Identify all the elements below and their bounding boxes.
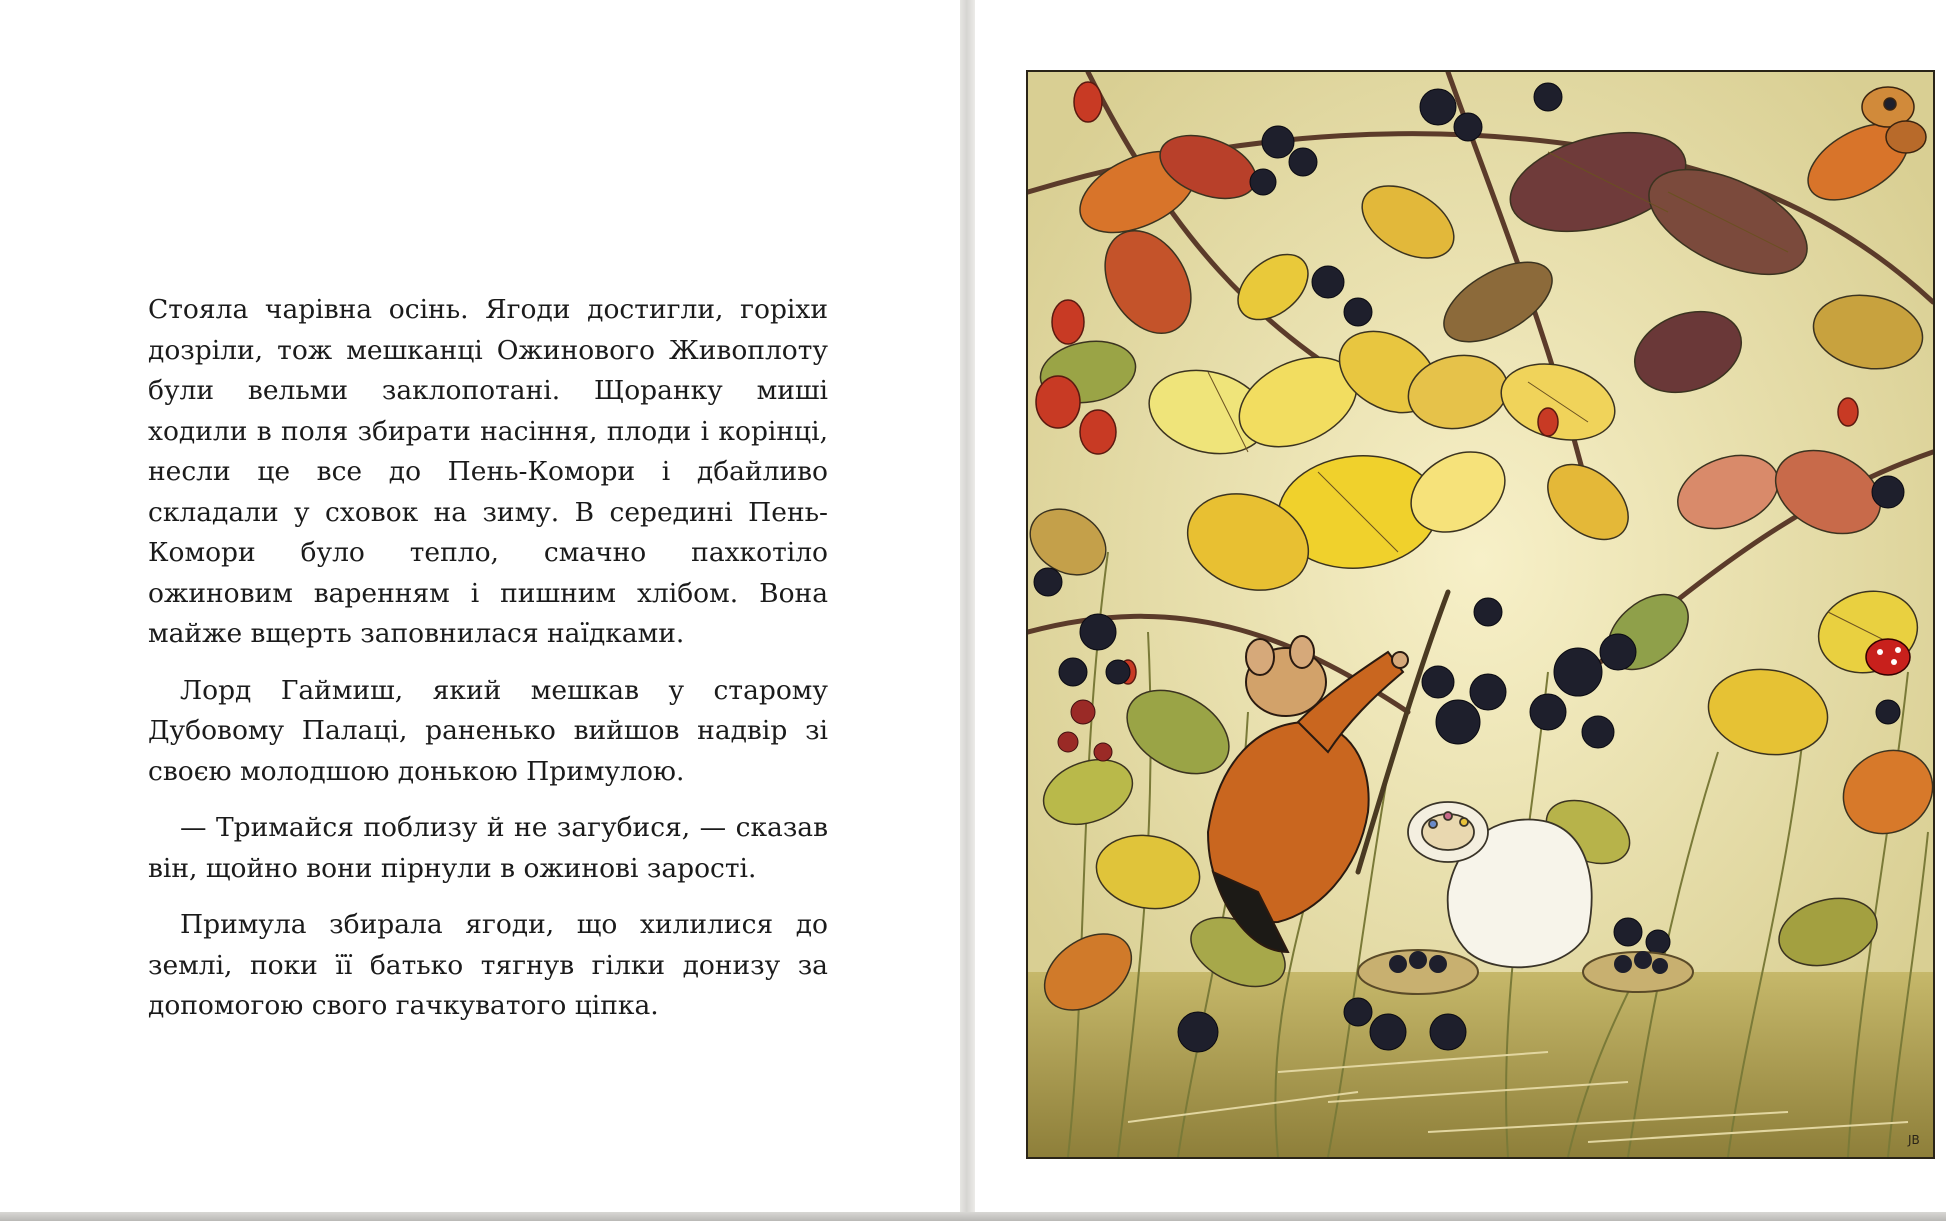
paragraph-3: — Тримайся поблизу й не загубися, — сказав він, щойно вони пірнули в ожинові зарості. [148, 812, 828, 884]
paragraph-4: Примула збирала ягоди, що хилилися до землі, поки її батько тягнув гілки донизу за допомогою свого гачкуватого ціпка. [148, 909, 828, 1021]
bramble-illustration-svg [1028, 72, 1933, 1157]
left-page [0, 0, 960, 1212]
book-gutter [960, 0, 975, 1221]
illustration [1026, 70, 1935, 1159]
berry-basket-2 [1583, 951, 1693, 992]
story-text [148, 290, 828, 1043]
artist-monogram: JB [1908, 1133, 1920, 1147]
berry-basket [1358, 950, 1478, 994]
paragraph-2: Лорд Гаймиш, який мешкав у старому Дубовому Палаці, раненько вийшов надвір зі своєю молодшою донькою Примулою. [148, 674, 828, 787]
page-bottom-edge [0, 1212, 1946, 1221]
paragraph-1: Стояла чарівна осінь. Ягоди достигли, горіхи дозріли, тож мешканці Ожинового Живоплоту були вельми заклопотані. Щоранку миші ходили в поля збирати насіння, плоди і корінці, несли це все до Пень-Комори і дбайливо складали у сховок на зиму. В середині Пень-Комори було тепло, смачно пахкотіло ожиновим варенням і пишним хлібом. Вона майже вщерть заповнилася наїдками. [148, 294, 828, 649]
ladybird [1866, 639, 1910, 675]
